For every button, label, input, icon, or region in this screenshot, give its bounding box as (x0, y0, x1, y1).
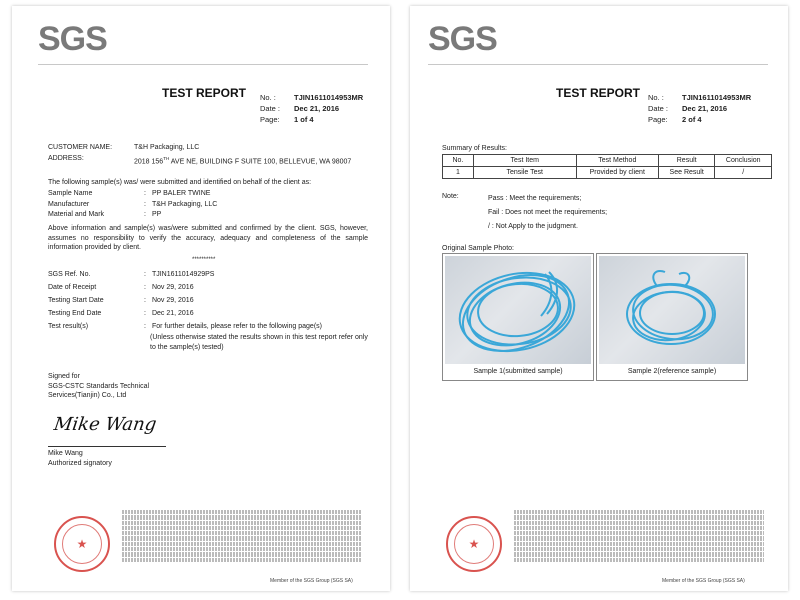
meta-row: No. : TJIN1611014953MR (648, 93, 752, 102)
report-page-2 (410, 6, 788, 591)
header-divider (38, 64, 368, 65)
table-header: No. (443, 155, 474, 167)
ref-row: Date of Receipt : Nov 29, 2016 (48, 284, 194, 291)
result-row: Test result(s) : For further details, please refer to the following page(s) (48, 323, 322, 330)
separator-stars: ********** (192, 257, 216, 263)
disclaimer-text: Above information and sample(s) was/were submitted and confirmed by the client. SGS, however, assumes no responsibility to verify the accuracy, adequacy and completeness of the sample information provided by client. (48, 225, 368, 251)
sgs-logo: SGS (38, 20, 107, 58)
table-header-row (443, 155, 772, 167)
table-header: Conclusion (715, 155, 772, 167)
note-item: / : Not Apply to the judgment. (488, 223, 578, 230)
company-seal (446, 516, 502, 572)
meta-row: Date : Dec 21, 2016 (260, 104, 340, 113)
twine-coil-image (445, 256, 591, 364)
table-header: Test Item (473, 155, 576, 167)
customer-row: CUSTOMER NAME: T&H Packaging, LLC (48, 144, 200, 151)
sample-photo-frame (442, 253, 594, 381)
signer-name: Mike Wang (48, 450, 83, 457)
notes-list (488, 192, 748, 234)
sample-photo-frame (596, 253, 748, 381)
header-divider (428, 64, 768, 65)
signature: Mike Wang (52, 414, 158, 435)
intro-text: The following sample(s) was/ were submitted and identified on behalf of the client as: (48, 179, 312, 186)
table-row (443, 167, 772, 179)
table-header: Test Method (576, 155, 658, 167)
table-cell: 1 (443, 167, 474, 179)
star-icon: ★ (76, 537, 88, 551)
twine-coil-image (599, 256, 745, 364)
ref-row: SGS Ref. No. : TJIN1611014929PS (48, 271, 215, 278)
customer-block (48, 143, 378, 167)
member-text: Member of the SGS Group (SGS SA) (662, 578, 745, 584)
sgs-logo: SGS (428, 20, 497, 58)
sample-row: Material and Mark : PP (48, 211, 162, 218)
signature-line (48, 446, 166, 447)
signer-title: Authorized signatory (48, 460, 112, 467)
note-label: Note: (442, 193, 459, 200)
sample-info (48, 189, 368, 221)
table-header: Result (658, 155, 715, 167)
footer-terms (122, 510, 362, 570)
note-item: Pass : Meet the requirements; (488, 195, 582, 202)
meta-row: Date : Dec 21, 2016 (648, 104, 728, 113)
report-meta (648, 92, 751, 125)
table-cell: Tensile Test (473, 167, 576, 179)
company-seal (54, 516, 110, 572)
summary-title: Summary of Results: (442, 145, 507, 152)
sample-row: Sample Name : PP BALER TWINE (48, 190, 211, 197)
table-cell: See Result (658, 167, 715, 179)
report-page-1 (12, 6, 390, 591)
footer-terms (514, 510, 764, 570)
member-text: Member of the SGS Group (SGS SA) (270, 578, 353, 584)
table-cell: Provided by client (576, 167, 658, 179)
meta-row: Page: 2 of 4 (648, 115, 702, 124)
signer-block (48, 449, 248, 469)
sample-1-photo (445, 256, 591, 364)
ref-row: Testing Start Date : Nov 29, 2016 (48, 297, 194, 304)
sample-2-photo (599, 256, 745, 364)
result-note: (Unless otherwise stated the results shown in this test report refer only to the sample(s) tested) (150, 334, 368, 351)
address-row: ADDRESS: 2018 156TH AVE NE, BUILDING F SUITE 100, BELLEVUE, WA 98007 (48, 154, 352, 165)
page-title: TEST REPORT (162, 86, 247, 100)
note-item: Fail : Does not meet the requirements; (488, 209, 608, 216)
signed-for: Signed for SGS-CSTC Standards Technical Services(Tianjin) Co., Ltd (48, 373, 150, 399)
ref-row: Testing End Date : Dec 21, 2016 (48, 310, 194, 317)
page-title: TEST REPORT (556, 86, 641, 100)
star-icon: ★ (468, 537, 480, 551)
results-table (442, 154, 772, 179)
table-cell: / (715, 167, 772, 179)
meta-row: Page: 1 of 4 (260, 115, 314, 124)
sample-row: Manufacturer : T&H Packaging, LLC (48, 200, 218, 208)
photo-title: Original Sample Photo: (442, 245, 514, 252)
report-meta (260, 92, 363, 125)
sample-2-caption: Sample 2(reference sample) (627, 368, 717, 375)
sample-1-caption: Sample 1(submitted sample) (473, 368, 563, 375)
ref-info (48, 268, 368, 333)
meta-row: No. : TJIN1611014953MR (260, 93, 364, 102)
